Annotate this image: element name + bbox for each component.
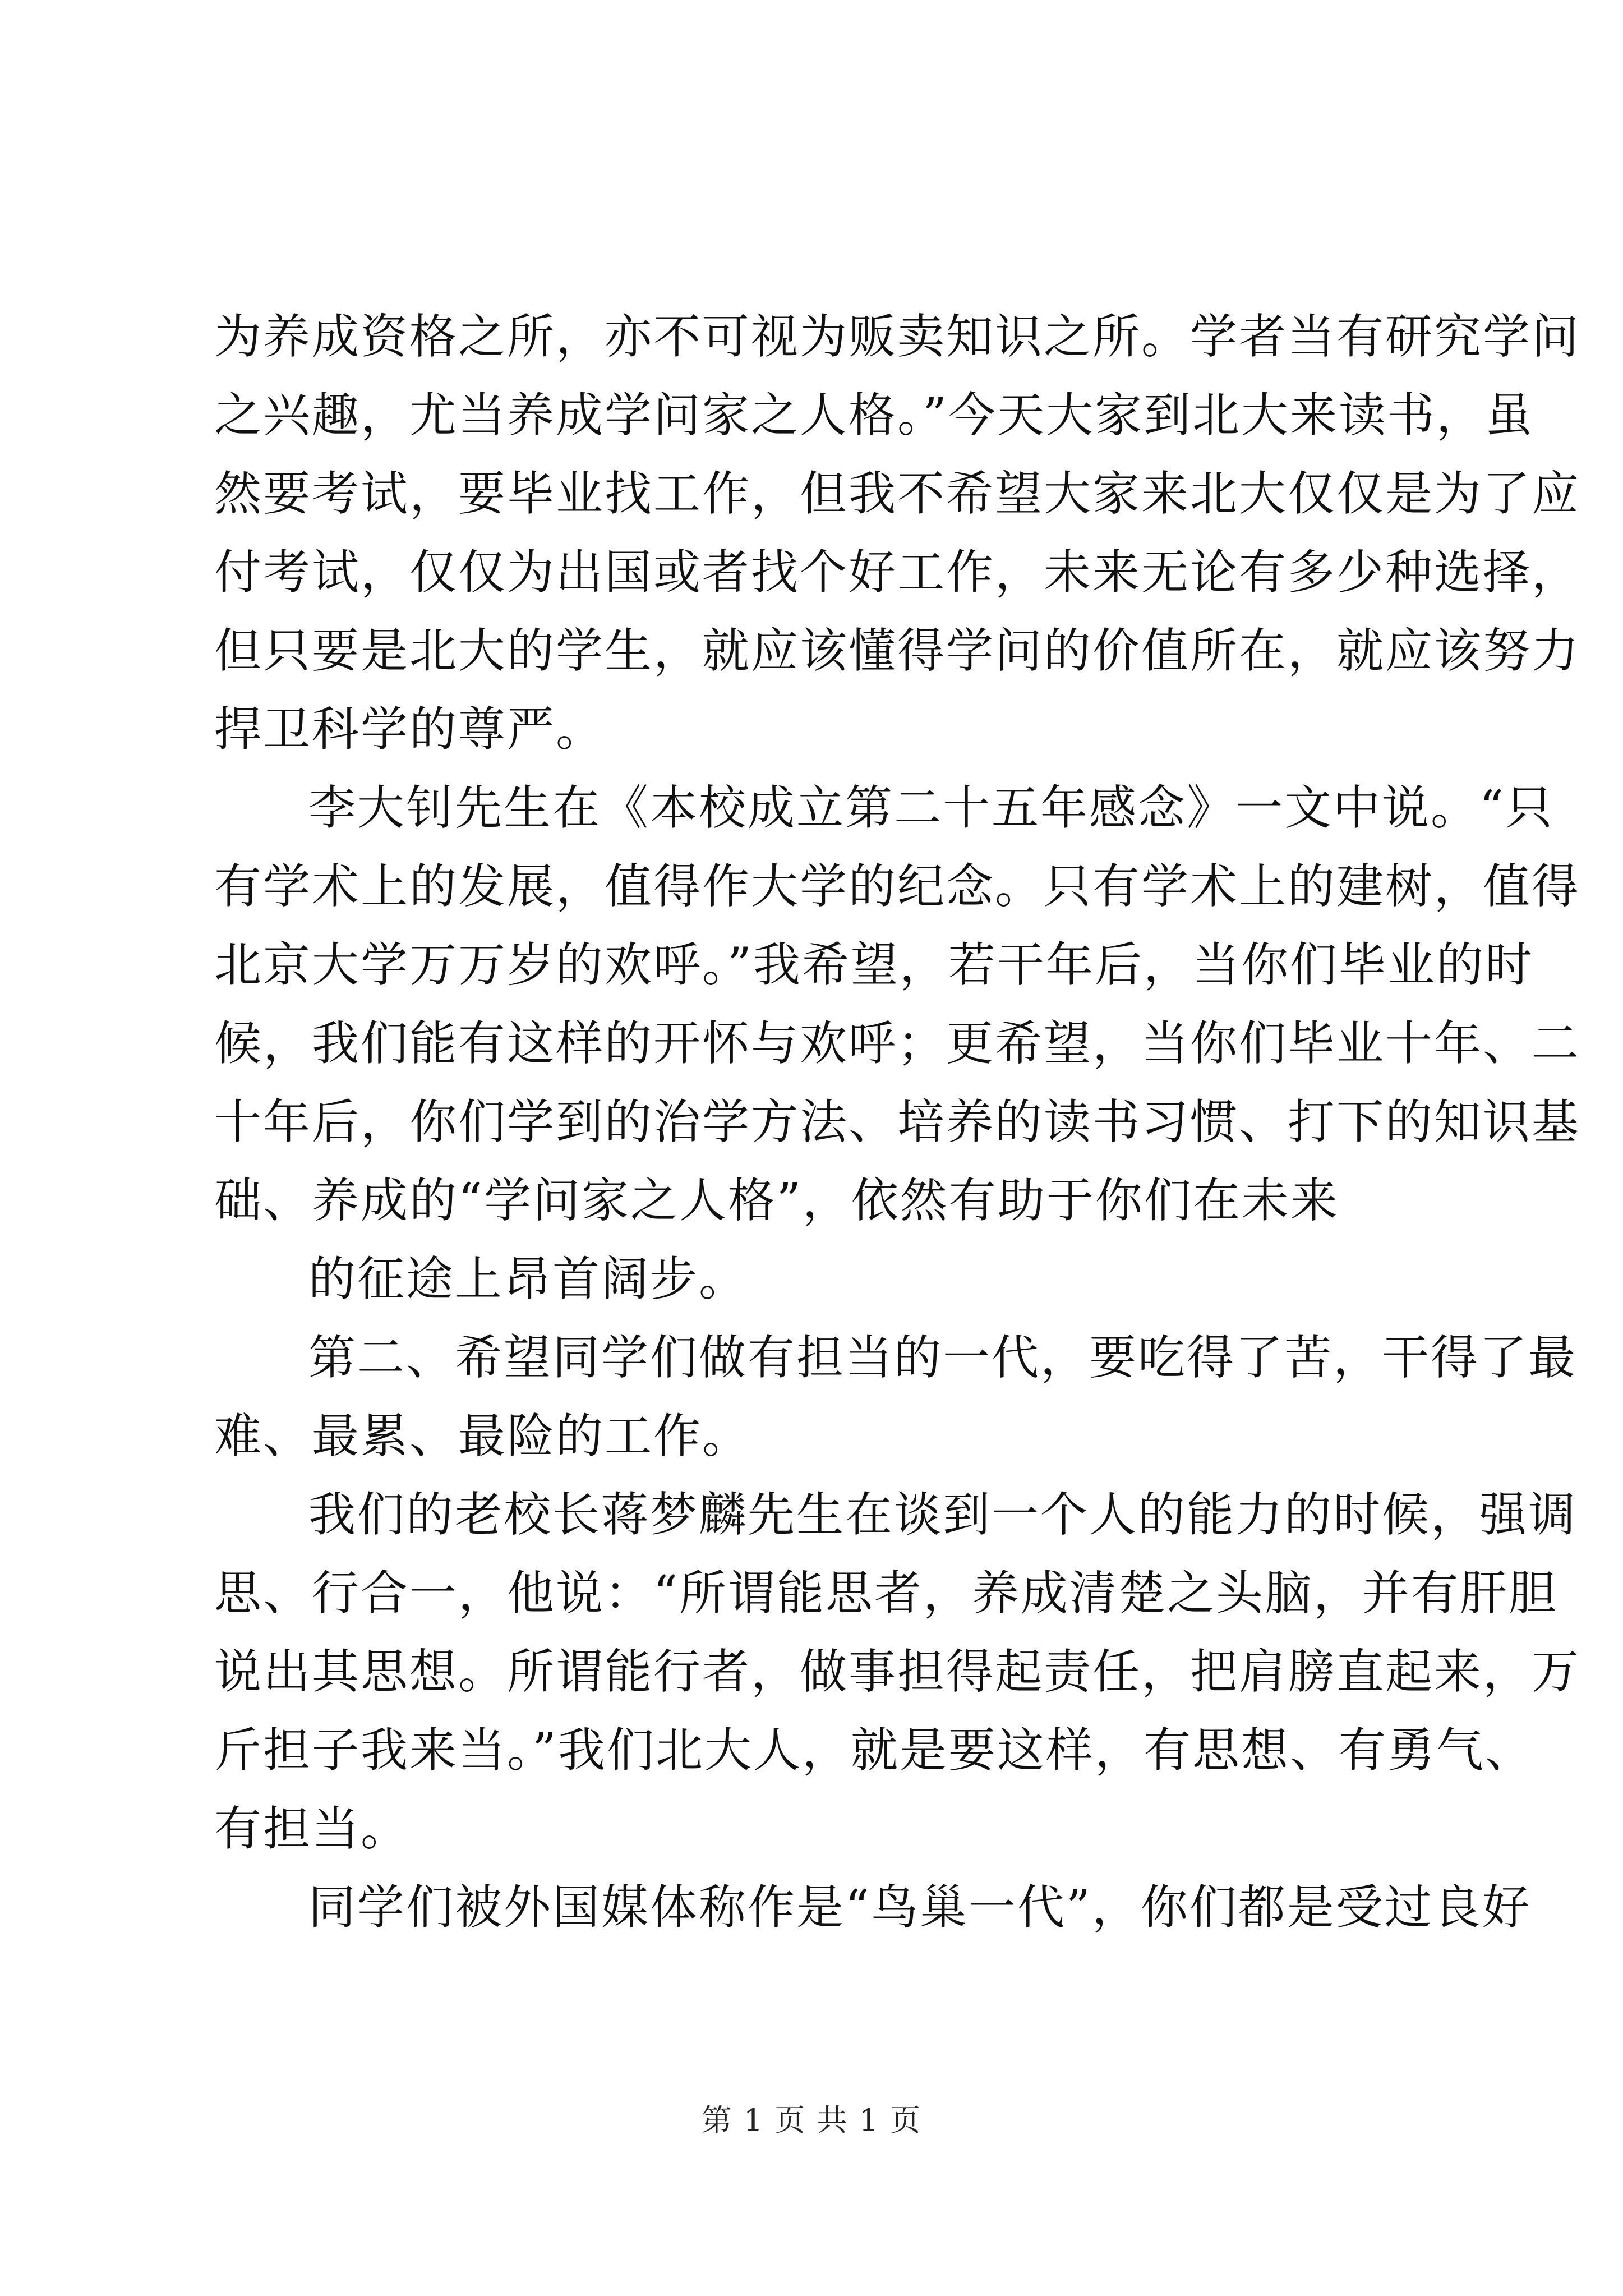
text-line: 捍卫科学的尊严。 [214, 702, 605, 757]
text-line: 候，我们能有这样的开怀与欢呼；更希望，当你们毕业十年、二 [214, 1016, 1581, 1071]
text-line: 难、最累、最险的工作。 [214, 1409, 751, 1464]
text-line: 付考试，仅仅为出国或者找个好工作，未来无论有多少种选择， [214, 545, 1581, 600]
text-line: 同学们被外国媒体称作是“鸟巢一代”，你们都是受过良好 [308, 1880, 1531, 1935]
text-line: 但只要是北大的学生，就应该懂得学问的价值所在，就应该努力 [214, 623, 1581, 678]
page-number-footer: 第 1 页 共 1 页 [701, 2102, 922, 2138]
text-line: 然要考试，要毕业找工作，但我不希望大家来北大仅仅是为了应 [214, 466, 1581, 521]
text-line: 李大钊先生在《本校成立第二十五年感念》一文中说。“只 [308, 780, 1554, 835]
text-line: 思、行合一，他说：“所谓能思者，养成清楚之头脑，并有肝胆 [214, 1566, 1557, 1621]
text-line: 的征途上昂首阔步。 [308, 1251, 748, 1306]
text-line: 为养成资格之所，亦不可视为贩卖知识之所。学者当有研究学问 [214, 309, 1581, 364]
text-line: 斤担子我来当。”我们北大人，就是要这样，有思想、有勇气、 [214, 1723, 1534, 1778]
text-line: 础、养成的“学问家之人格”，依然有助于你们在未来 [214, 1173, 1339, 1228]
text-line: 有学术上的发展，值得作大学的纪念。只有学术上的建树，值得 [214, 859, 1581, 914]
text-line: 说出其思想。所谓能行者，做事担得起责任，把肩膀直起来，万 [214, 1644, 1581, 1699]
text-line: 之兴趣，尤当养成学问家之人格。”今天大家到北大来读书，虽 [214, 388, 1534, 443]
text-line: 我们的老校长蒋梦麟先生在谈到一个人的能力的时候，强调 [308, 1487, 1578, 1542]
text-line: 北京大学万万岁的欢呼。”我希望，若干年后，当你们毕业的时 [214, 937, 1534, 992]
text-line: 第二、希望同学们做有担当的一代，要吃得了苦，干得了最 [308, 1330, 1578, 1385]
text-line: 有担当。 [214, 1801, 410, 1856]
text-line: 十年后，你们学到的治学方法、培养的读书习惯、打下的知识基 [214, 1094, 1581, 1149]
document-body [214, 297, 1581, 1947]
